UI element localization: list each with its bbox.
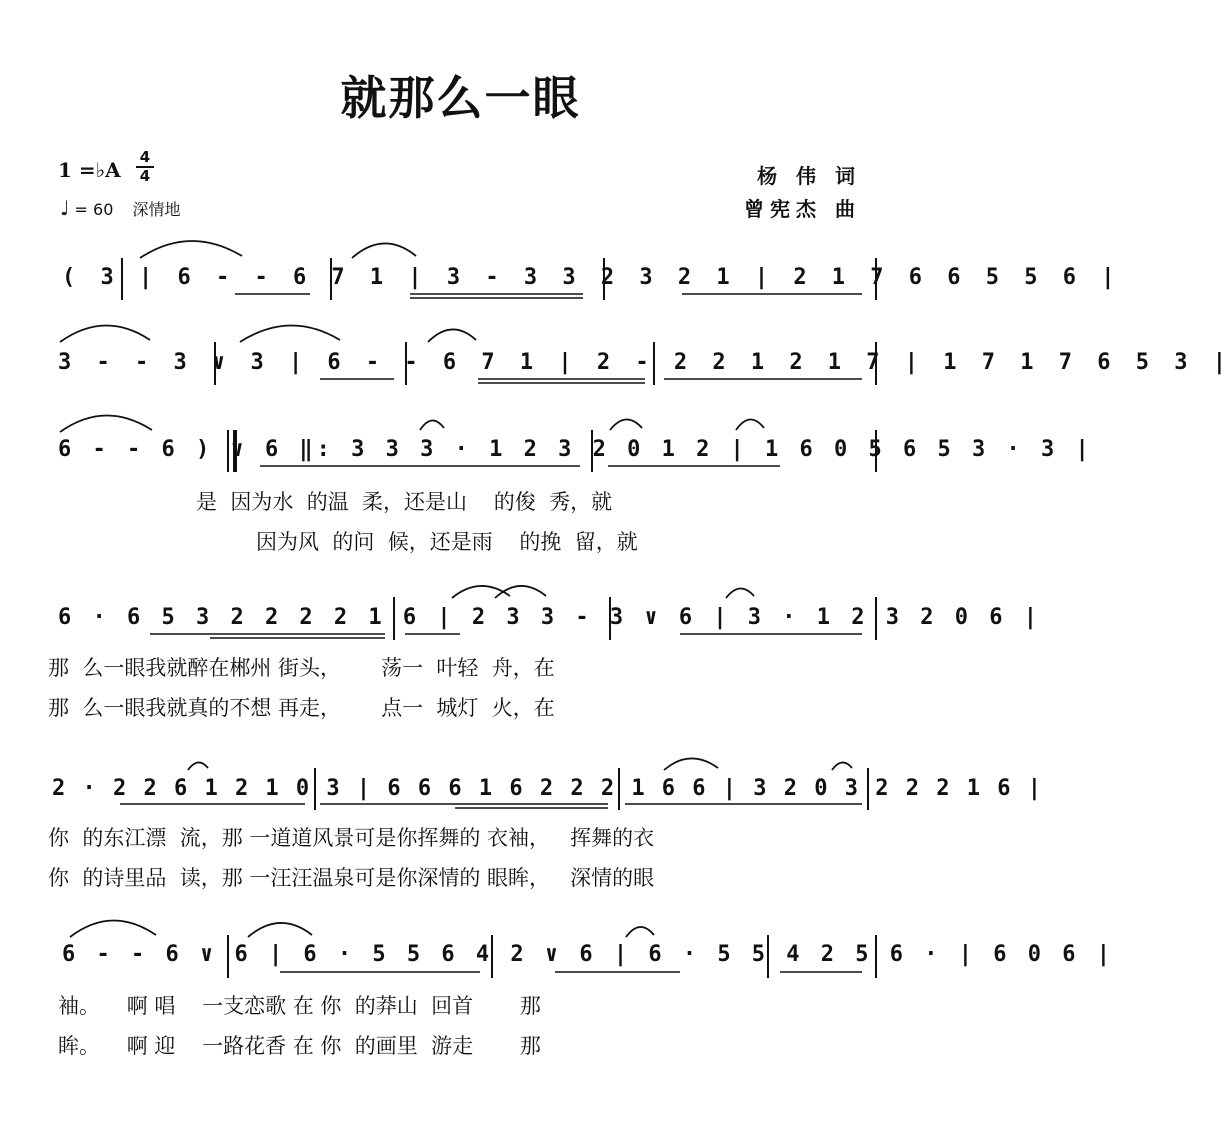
lyricist-credit: 杨 伟 词 <box>757 164 861 188</box>
song-title: 就那么一眼 <box>340 71 581 125</box>
row-6-slurs <box>70 920 654 937</box>
row-2-notes: 3 - - 3 ∨ 3 | 6 - - 6 7 1 | 2 - 2 2 1 2 1 7 | 1 7 1 7 6 5 3 | <box>58 350 1232 375</box>
row-6-notes: 6 - - 6 ∨ 6 | 6 · 5 5 6 4 2 ∨ 6 | 6 · 5 5 4 2 5 6 · | 6 0 6 | <box>62 942 1114 967</box>
time-numerator: 4 <box>139 148 151 166</box>
row-4-slurs <box>452 586 754 598</box>
row-1-slurs <box>140 241 416 258</box>
row-5-lyric-1: 你 的东江漂 流，那 一道道风景可是你挥舞的 衣袖， 挥舞的衣 <box>48 826 655 850</box>
row-2-slurs <box>60 325 476 342</box>
quarter-note-icon: ♩ <box>60 196 70 220</box>
row-5-notes: 2 · 2 2 6 1 2 1 0 3 | 6 6 6 1 6 2 2 2 1 6 6 | 3 2 0 3 2 2 2 1 6 | <box>52 776 1043 801</box>
row-4-lyric-1: 那 么一眼我就醉在郴州 街头， 荡一 叶轻 舟，在 <box>48 656 555 680</box>
expression-text: 深情地 <box>132 200 181 219</box>
row-3-notes: 6 - - 6 ) ∨ 6 ‖: 3 3 3 · 1 2 3 2 0 1 2 | 1 6 0 5 6 5 3 · 3 | <box>58 437 1093 462</box>
row-5-lyric-2: 你 的诗里品 读，那 一汪汪温泉可是你深情的 眼眸， 深情的眼 <box>48 866 655 890</box>
tempo-value: = 60 <box>74 200 114 219</box>
time-denominator: 4 <box>139 167 151 185</box>
row-3-lyric-2: 因为风 的问 候，还是雨 的挽 留，就 <box>256 530 638 554</box>
row-5-slurs <box>188 758 852 770</box>
row-4-notes: 6 · 6 5 3 2 2 2 2 1 6 | 2 3 3 - 3 ∨ 6 | 3 · 1 2 3 2 0 6 | <box>58 605 1041 630</box>
composer-credit: 曾宪杰 曲 <box>744 197 861 221</box>
row-3-slurs <box>60 415 764 432</box>
row-3-lyric-1: 是 因为水 的温 柔，还是山 的俊 秀，就 <box>196 490 613 514</box>
row-1-notes: ( 3 | 6 - - 6 7 1 | 3 - 3 3 2 3 2 1 | 2 1 7 6 6 5 5 6 | <box>62 265 1121 290</box>
key-label: 1 =♭A <box>58 158 121 182</box>
row-4-lyric-2: 那 么一眼我就真的不想 再走， 点一 城灯 火，在 <box>48 696 555 720</box>
row-6-lyric-2: 眸。 啊 迎 一路花香 在 你 的画里 游走 那 <box>58 1034 541 1058</box>
row-6-lyric-1: 袖。 啊 唱 一支恋歌 在 你 的莽山 回首 那 <box>58 994 541 1018</box>
